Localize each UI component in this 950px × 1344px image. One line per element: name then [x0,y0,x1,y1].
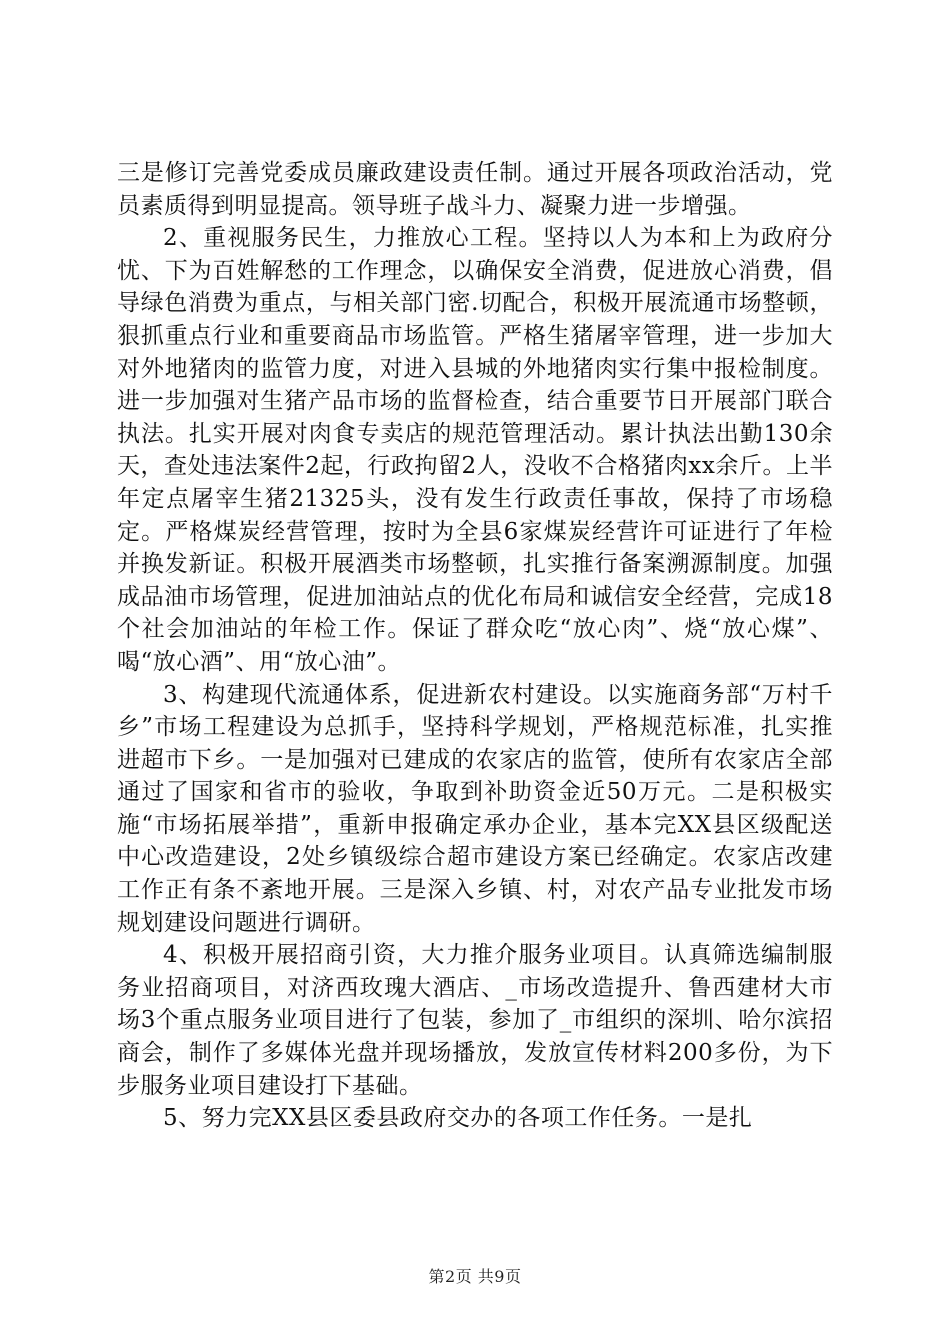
page-number-footer: 第2页 共9页 [428,1267,522,1286]
paragraph-circulation-system: 3、构建现代流通体系，促进新农村建设。以实施商务部“万村千乡”市场工程建设为总抓手，坚持科学规划，严格规范标准，扎实推进超市下乡。一是加强对已建成的农家店的监管，使所有农家店全部通过了国家和省市的验收，争取到补助资金近50万元。二是积极实施“市场拓展举措”，重新申报确定承办企业，基本完XX县区级配送中心改造建设，2处乡镇级综合超市建设方案已经确定。农家店改建工作正有条不紊地开展。三是深入乡镇、村，对农产品专业批发市场规划建设问题进行调研。 [117,681,833,936]
paragraph-party-building: 三是修订完善党委成员廉政建设责任制。通过开展各项政治活动，党员素质得到明显提高。领导班子战斗力、凝聚力进一步增强。 [117,160,833,219]
paragraph-investment-promotion: 4、积极开展招商引资，大力推介服务业项目。认真筛选编制服务业招商项目，对济西玫瑰大酒店、_市场改造提升、鲁西建材大市场3个重点服务业项目进行了包装，参加了_市组织的深圳、哈尔滨招商会，制作了多媒体光盘并现场播放，发放宣传材料200多份，为下步服务业项目建设打下基础。 [117,942,833,1099]
paragraph-people-livelihood: 2、重视服务民生，力推放心工程。坚持以人为本和上为政府分忧、下为百姓解愁的工作理念，以确保安全消费，促进放心消费，倡导绿色消费为重点，与相关部门密.切配合，积极开展流通市场整顿，狠抓重点行业和重要商品市场监管。严格生猪屠宰管理，进一步加大对外地猪肉的监管力度，对进入县城的外地猪肉实行集中报检制度。进一步加强对生猪产品市场的监督检查，结合重要节日开展部门联合执法。扎实开展对肉食专卖店的规范管理活动。累计执法出勤130余天，查处违法案件2起，行政拘留2人，没收不合格猪肉xx余斤。上半年定点屠宰生猪21325头，没有发生行政责任事故，保持了市场稳定。严格煤炭经营管理，按时为全县6家煤炭经营许可证进行了年检并换发新证。积极开展酒类市场整顿，扎实推行备案溯源制度。加强成品油市场管理，促进加油站点的优化布局和诚信安全经营，完成18个社会加油站的年检工作。保证了群众吃“放心肉”、烧“放心煤”、喝“放心酒”、用“放心油”。 [117,225,833,675]
paragraph-government-tasks: 5、努力完XX县区委县政府交办的各项工作任务。一是扎 [163,1105,753,1132]
document-body [117,157,833,1135]
